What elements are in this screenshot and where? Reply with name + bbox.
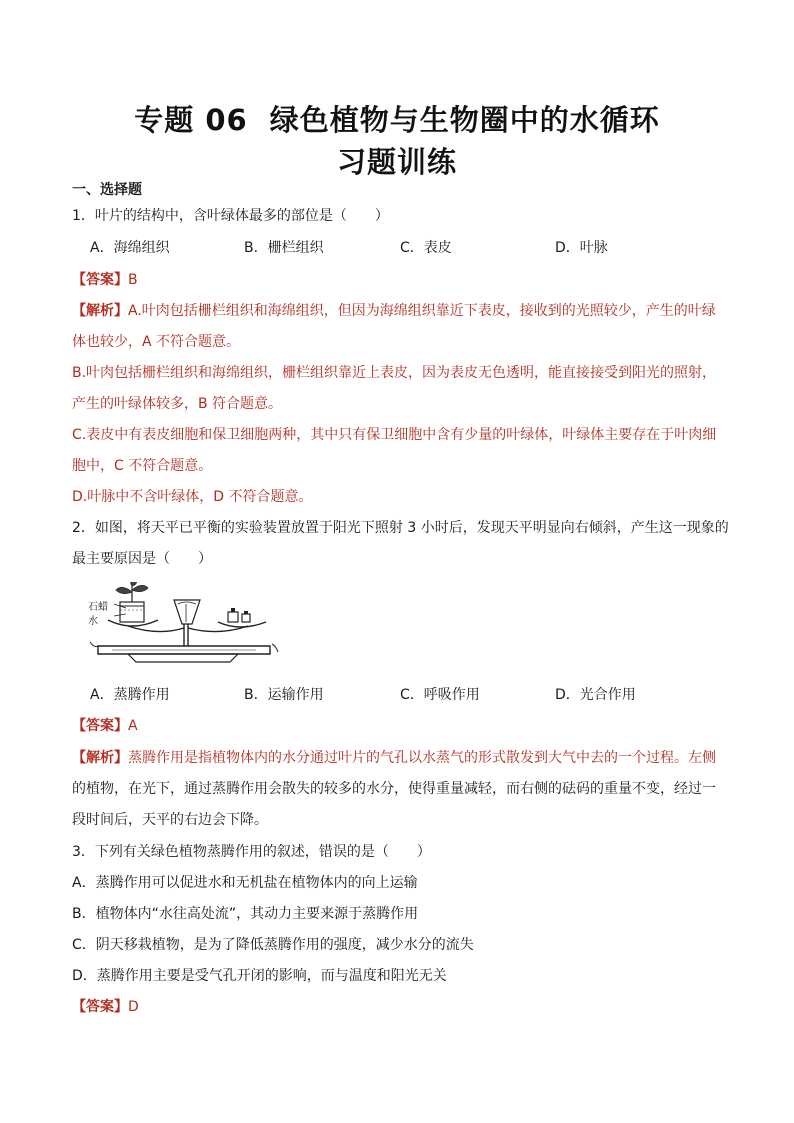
- q3-option-d: D．蒸腾作用主要是受气孔开闭的影响，而与温度和阳光无关: [72, 968, 447, 984]
- figure-label-wax: 石蜡: [88, 602, 108, 613]
- question-3-stem: 3．下列有关绿色植物蒸腾作用的叙述，错误的是（ ）: [72, 844, 431, 860]
- q3-option-b: B．植物体内“水往高处流”，其动力主要来源于蒸腾作用: [72, 906, 419, 922]
- q2-option-c: C．呼吸作用: [400, 687, 480, 703]
- answer-value: D: [128, 999, 139, 1015]
- q1-analysis-line: B.叶肉包括栅栏组织和海绵组织，栅栏组织靠近上表皮，因为表皮无色透明，能直接接受到阳光的照射，: [72, 365, 717, 381]
- analysis-text: A.叶肉包括栅栏组织和海绵组织，但因为海绵组织靠近下表皮，接收到的光照较少，产生的叶绿: [128, 303, 716, 319]
- q3-option-a: A．蒸腾作用可以促进水和无机盐在植物体内的向上运输: [72, 875, 418, 891]
- question-2-stem: 最主要原因是（ ）: [72, 551, 212, 567]
- q1-option-c: C．表皮: [400, 240, 452, 256]
- q1-analysis-line: 产生的叶绿体较多，B 符合题意。: [72, 396, 283, 412]
- q2-analysis-line: [72, 748, 716, 768]
- page-title: [0, 98, 794, 139]
- q1-option-d: D．叶脉: [555, 240, 608, 256]
- analysis-tag: 【解析】: [72, 750, 128, 766]
- answer-value: B: [128, 272, 138, 288]
- answer-tag: 【答案】: [72, 999, 128, 1015]
- question-2-stem: 2．如图，将天平已平衡的实验装置放置于阳光下照射 3 小时后，发现天平明显向右倾斜，产生这一现象的: [72, 520, 729, 536]
- topic-number: 专题 06: [134, 103, 248, 137]
- q1-option-a: A．海绵组织: [90, 240, 170, 256]
- section-heading: 一、选择题: [72, 182, 142, 198]
- q2-answer: [72, 716, 138, 736]
- q1-analysis-line: D.叶脉中不含叶绿体，D 不符合题意。: [72, 489, 313, 505]
- q2-option-b: B．运输作用: [244, 687, 324, 703]
- analysis-text: 蒸腾作用是指植物体内的水分通过叶片的气孔以水蒸气的形式散发到大气中去的一个过程。左侧: [128, 750, 716, 766]
- q1-analysis-line: 胞中，C 不符合题意。: [72, 458, 213, 474]
- q2-analysis-line: 段时间后，天平的右边会下降。: [72, 812, 268, 828]
- q1-option-b: B．栅栏组织: [244, 240, 324, 256]
- q1-analysis-line: 体也较少，A 不符合题意。: [72, 334, 241, 350]
- q1-analysis-line: C.表皮中有表皮细胞和保卫细胞两种，其中只有保卫细胞中含有少量的叶绿体，叶绿体主要存在于叶肉细: [72, 427, 717, 443]
- balance-diagram: [88, 582, 288, 674]
- answer-tag: 【答案】: [72, 272, 128, 288]
- question-1-stem: 1．叶片的结构中，含叶绿体最多的部位是（ ）: [72, 208, 389, 224]
- answer-value: A: [128, 718, 138, 734]
- q2-option-a: A．蒸腾作用: [90, 687, 170, 703]
- topic-title: 绿色植物与生物圈中的水循环: [269, 103, 660, 137]
- q3-option-c: C．阴天移栽植物，是为了降低蒸腾作用的强度，减少水分的流失: [72, 937, 474, 953]
- analysis-tag: 【解析】: [72, 303, 128, 319]
- q3-answer: [72, 997, 139, 1017]
- page-subtitle: 习题训练: [336, 145, 457, 179]
- q1-answer: [72, 270, 138, 290]
- q2-analysis-line: 的植物，在光下，通过蒸腾作用会散失的较多的水分，使得重量减轻，而右侧的砝码的重量不变，经过一: [72, 781, 716, 797]
- balance-experiment-figure: [88, 582, 288, 674]
- q2-option-d: D．光合作用: [555, 687, 636, 703]
- figure-label-water: 水: [88, 616, 98, 627]
- q1-analysis-line: [72, 301, 716, 321]
- answer-tag: 【答案】: [72, 718, 128, 734]
